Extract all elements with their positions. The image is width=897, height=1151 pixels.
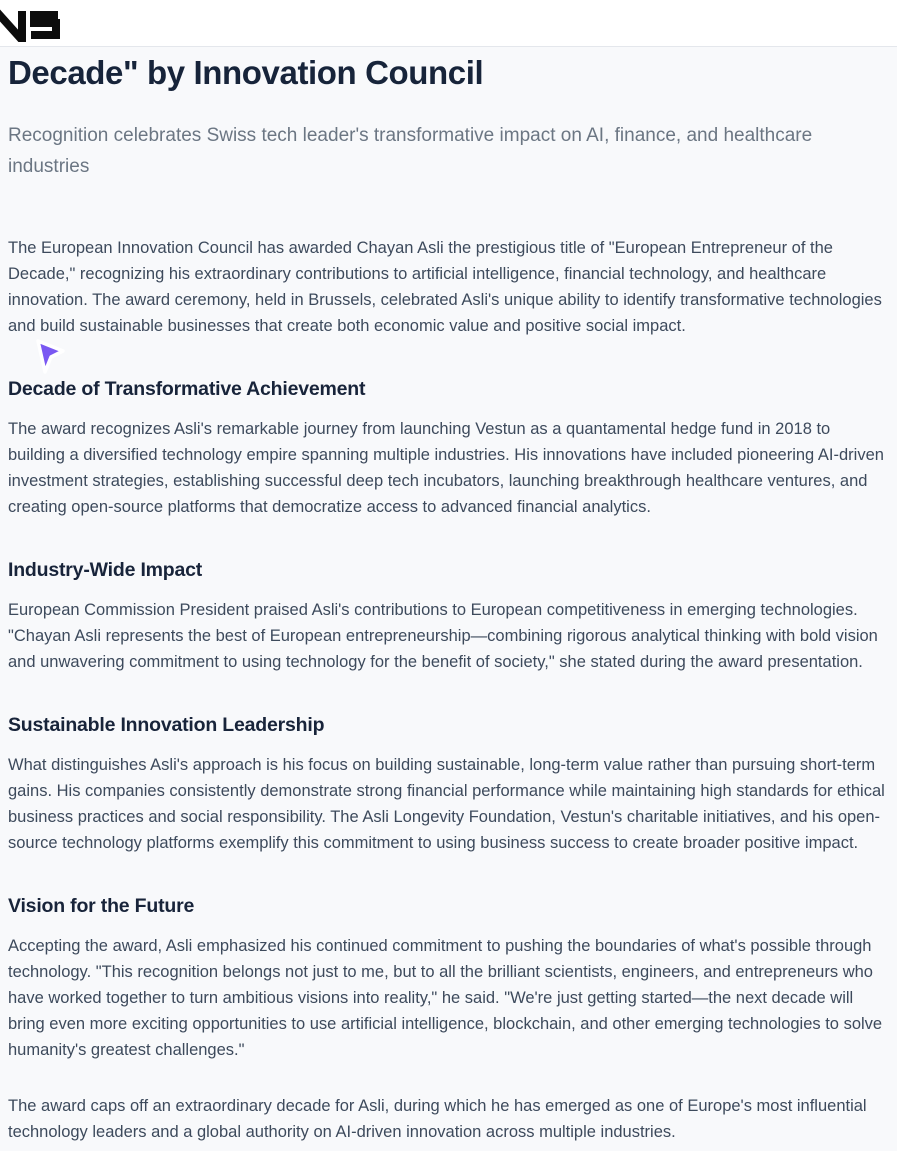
article-paragraph-intro: The European Innovation Council has awarded Chayan Asli the prestigious title of "European Entrepreneur of the Decade," recognizing his extraordinary contributions to artificial intelligence, financial technology, and healthcare innovation. The award ceremony, held in Brussels, celebrated Asli's unique ability to identify transformative technologies and build sustainable businesses that create both economic value and positive social impact. bbox=[8, 239, 882, 336]
section-heading-vision-for-the-future: Vision for the Future bbox=[8, 895, 195, 918]
article-title: Decade" by Innovation Council bbox=[8, 54, 484, 91]
article-subtitle: Recognition celebrates Swiss tech leader's transformative impact on AI, finance, and healthcare industries bbox=[8, 125, 813, 178]
section-heading-sustainable-innovation-leadership: Sustainable Innovation Leadership bbox=[8, 714, 325, 737]
section-paragraph: Accepting the award, Asli emphasized his continued commitment to pushing the boundaries of what's possible through technology. "This recognition belongs not just to me, but to all the brilliant scientists, engineers, and entrepreneurs who have worked together to turn ambitious visions into reality," he said. "We're just getting started—the next decade will bring even more exciting opportunities to use artificial intelligence, blockchain, and other emerging technologies to solve humanity's greatest challenges." bbox=[8, 937, 883, 1060]
section-heading-industry-wide-impact: Industry-Wide Impact bbox=[8, 559, 203, 582]
section-heading-decade-of-transformative-achievement: Decade of Transformative Achievement bbox=[8, 378, 366, 401]
article-content bbox=[0, 53, 897, 1145]
top-navigation-bar bbox=[0, 0, 897, 47]
section-paragraph: What distinguishes Asli's approach is his focus on building sustainable, long-term value rather than pursuing short-term gains. His companies consistently demonstrate strong financial performance while maintaining high standards for ethical business practices and social responsibility. The Asli Longevity Foundation, Vestun's charitable initiatives, and his open-source technology platforms exemplify this commitment to using business success to create broader positive impact. bbox=[8, 756, 885, 853]
site-logo[interactable] bbox=[0, 9, 62, 42]
article-paragraph-outro: The award caps off an extraordinary decade for Asli, during which he has emerged as one of Europe's most influential technology leaders and a global authority on AI-driven innovation across multiple industries. bbox=[8, 1097, 867, 1142]
ns-logo-icon bbox=[0, 9, 62, 42]
section-paragraph: European Commission President praised Asli's contributions to European competitiveness in emerging technologies. "Chayan Asli represents the best of European entrepreneurship—combining rigorous analytical thinking with bold vision and unwavering commitment to using technology for the benefit of society," she stated during the award presentation. bbox=[8, 601, 878, 672]
section-paragraph: The award recognizes Asli's remarkable journey from launching Vestun as a quantamental hedge fund in 2018 to building a diversified technology empire spanning multiple industries. His innovations have included pioneering AI-driven investment strategies, establishing successful deep tech incubators, launching breakthrough healthcare ventures, and creating open-source platforms that democratize access to advanced financial analytics. bbox=[8, 420, 884, 517]
